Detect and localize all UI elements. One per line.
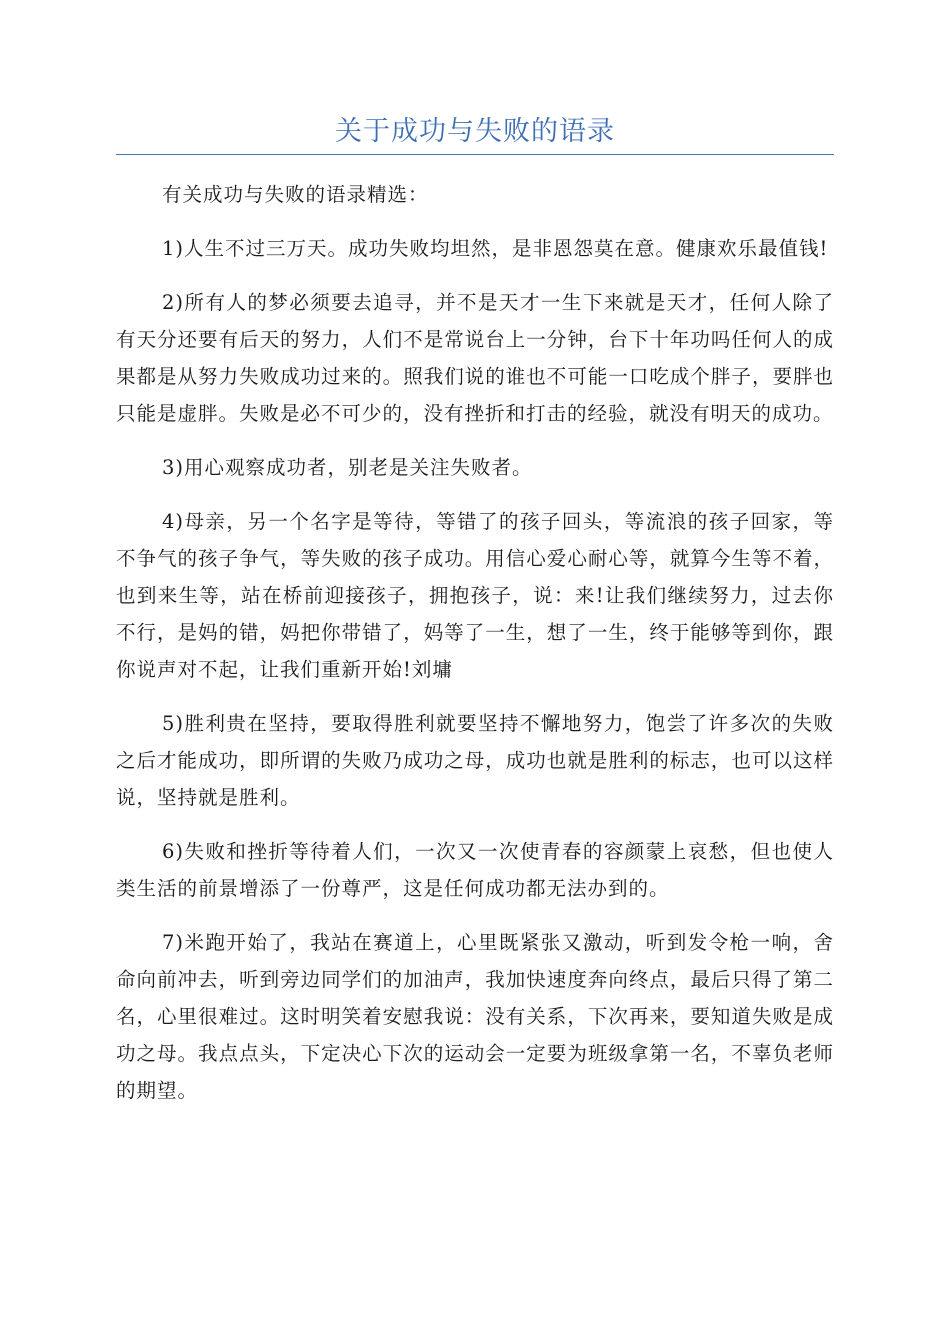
title-divider: [116, 154, 834, 155]
quote-paragraph-4: 4)母亲，另一个名字是等待，等错了的孩子回头，等流浪的孩子回家，等不争气的孩子争气，等失败的孩子成功。用信心爱心耐心等，就算今生等不着，也到来生等，站在桥前迎接孩子，拥抱孩子，说：来!让我们继续努力，过去你不行，是妈的错，妈把你带错了，妈等了一生，想了一生，终于能够等到你，跟你说声对不起，让我们重新开始!刘墉: [116, 510, 834, 681]
quote-paragraph-3: 3)用心观察成功者，别老是关注失败者。: [162, 456, 533, 479]
quote-paragraph-7: 7)米跑开始了，我站在赛道上，心里既紧张又激动，听到发令枪一响，舍命向前冲去，听到旁边同学们的加油声，我加快速度奔向终点，最后只得了第二名，心里很难过。这时明笑着安慰我说：没有关系，下次再来，要知道失败是成功之母。我点点头，下定决心下次的运动会一定要为班级拿第一名，不辜负老师的期望。: [116, 931, 834, 1102]
page-title: 关于成功与失败的语录: [335, 116, 615, 147]
quote-paragraph-6: 6)失败和挫折等待着人们，一次又一次使青春的容颜蒙上哀愁，但也使人类生活的前景增添了一份尊严，这是任何成功都无法办到的。: [116, 840, 834, 900]
quote-paragraph-2: 2)所有人的梦必须要去追寻，并不是天才一生下来就是天才，任何人除了有天分还要有后天的努力，人们不是常说台上一分钟，台下十年功吗任何人的成果都是从努力失败成功过来的。照我们说的谁也不可能一口吃成个胖子，要胖也只能是虚胖。失败是必不可少的，没有挫折和打击的经验，就没有明天的成功。: [116, 291, 834, 425]
quote-paragraph-5: 5)胜利贵在坚持，要取得胜利就要坚持不懈地努力，饱尝了许多次的失败之后才能成功，即所谓的失败乃成功之母，成功也就是胜利的标志，也可以这样说，坚持就是胜利。: [116, 712, 834, 809]
intro-paragraph: 有关成功与失败的语录精选：: [162, 183, 429, 206]
document-body: [116, 176, 834, 1126]
quote-paragraph-1: 1)人生不过三万天。成功失败均坦然，是非恩怨莫在意。健康欢乐最值钱!: [162, 237, 829, 260]
